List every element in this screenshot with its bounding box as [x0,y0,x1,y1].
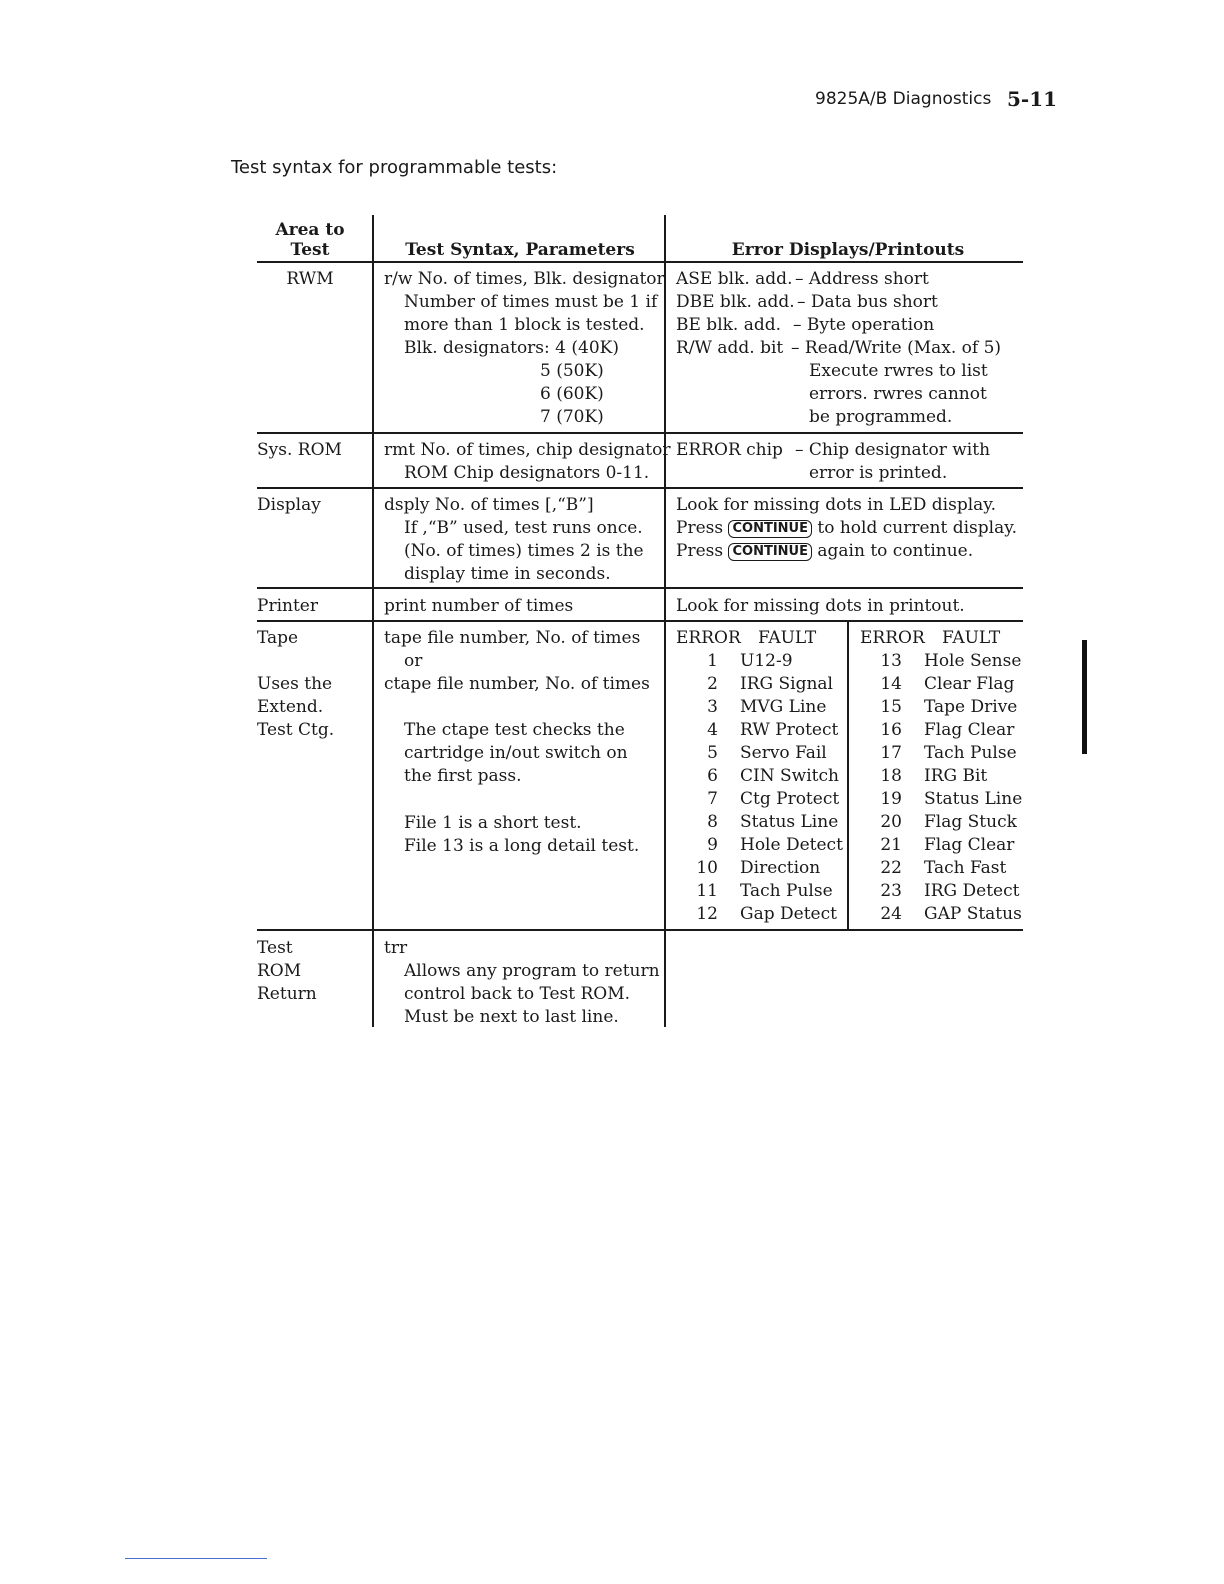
syntax-line: (No. of times) times 2 is the [404,541,644,561]
syntax-line: more than 1 block is tested. [404,315,645,335]
error-desc: – Chip designator with [795,440,991,460]
fault-name: Ctg Protect [740,789,840,809]
syntax-line: 6 (60K) [540,384,604,404]
syntax-line: rmt No. of times, chip designator [384,440,671,460]
error-desc: – Address short [795,269,929,289]
fault-code: 14 [880,674,902,694]
fault-code: 10 [696,858,718,878]
error-note: error is printed. [809,463,948,483]
area-tape: Extend. [257,697,324,717]
error-code: R/W add. bit [676,338,784,358]
fault-column-header: FAULT [942,628,1001,648]
area-rwm: RWM [286,269,334,289]
column-divider [847,622,849,931]
fault-code: 16 [880,720,902,740]
syntax-line: File 1 is a short test. [404,813,582,833]
error-note: Execute rwres to list [809,361,988,381]
error-column-header: ERROR [676,628,741,648]
fault-name: Servo Fail [740,743,827,763]
fault-code: 8 [707,812,718,832]
fault-code: 9 [707,835,718,855]
fault-code: 5 [707,743,718,763]
fault-name: Status Line [924,789,1023,809]
fault-name: Hole Sense [924,651,1022,671]
fault-name: Direction [740,858,821,878]
error-code: DBE blk. add. [676,292,795,312]
fault-code: 2 [707,674,718,694]
syntax-line: the first pass. [404,766,522,786]
syntax-line: ROM Chip designators 0-11. [404,463,650,483]
syntax-line: print number of times [384,596,574,616]
continue-key: CONTINUE [728,520,812,538]
fault-code: 7 [707,789,718,809]
row-divider [257,487,1023,489]
fault-code: 4 [707,720,718,740]
error-code: BE blk. add. [676,315,782,335]
row-divider [257,587,1023,589]
error-desc: – Byte operation [793,315,935,335]
fault-name: Tach Fast [924,858,1007,878]
fault-name: Hole Detect [740,835,843,855]
fault-column-header: FAULT [758,628,817,648]
syntax-line: Must be next to last line. [404,1007,619,1027]
fault-name: Clear Flag [924,674,1015,694]
fault-code: 18 [880,766,902,786]
fault-name: IRG Detect [924,881,1020,901]
area-tape: Tape [257,628,299,648]
fault-code: 19 [880,789,902,809]
area-testrom: Test [257,938,293,958]
syntax-line: dsply No. of times [,“B”] [384,495,594,515]
area-testrom: Return [257,984,317,1004]
fault-code: 15 [880,697,902,717]
fault-code: 1 [707,651,718,671]
area-display: Display [257,495,321,515]
header-area: Area to [275,220,345,240]
syntax-line: cartridge in/out switch on [404,743,628,763]
syntax-line: ctape file number, No. of times [384,674,650,694]
fault-name: Flag Clear [924,835,1015,855]
row-divider [257,620,1023,622]
press-tail: again to continue. [817,541,974,561]
fault-name: Status Line [740,812,839,832]
error-note [676,540,973,563]
fault-name: Tach Pulse [740,881,833,901]
press-label: Press [676,518,724,538]
syntax-line: 5 (50K) [540,361,604,381]
fault-code: 20 [880,812,902,832]
header-errors: Error Displays/Printouts [731,240,965,260]
fault-code: 24 [880,904,902,924]
syntax-line: Blk. designators: 4 (40K) [404,338,619,358]
fault-code: 3 [707,697,718,717]
row-divider [257,432,1023,434]
fault-code: 21 [880,835,902,855]
row-divider [257,261,1023,263]
header-syntax: Test Syntax, Parameters [405,240,635,260]
fault-code: 12 [696,904,718,924]
error-note: Look for missing dots in printout. [676,596,965,616]
fault-name: RW Protect [740,720,839,740]
fault-name: Tach Pulse [924,743,1017,763]
fault-name: CIN Switch [740,766,839,786]
error-note: Look for missing dots in LED display. [676,495,997,515]
row-divider [257,929,1023,931]
area-testrom: ROM [257,961,302,981]
error-code: ERROR chip [676,440,783,460]
change-bar [1082,640,1087,754]
page-number: 5-11 [1007,87,1058,111]
press-tail: to hold current display. [817,518,1017,538]
syntax-line: Number of times must be 1 if [404,292,658,312]
running-header-title: 9825A/B Diagnostics [815,89,992,109]
fault-name: IRG Bit [924,766,988,786]
fault-name: Flag Clear [924,720,1015,740]
error-note [676,517,1017,540]
error-note: be programmed. [809,407,953,427]
syntax-line: If ,“B” used, test runs once. [404,518,643,538]
fault-code: 11 [696,881,718,901]
footer-rule [125,1558,267,1559]
fault-code: 23 [880,881,902,901]
syntax-line: or [404,651,423,671]
syntax-line: The ctape test checks the [404,720,625,740]
error-column-header: ERROR [860,628,925,648]
error-code: ASE blk. add. [676,269,793,289]
header-area: Test [290,240,330,260]
syntax-line: Allows any program to return [404,961,660,981]
error-note: errors. rwres cannot [809,384,987,404]
syntax-line: r/w No. of times, Blk. designator [384,269,665,289]
press-label: Press [676,541,724,561]
syntax-line: display time in seconds. [404,564,611,584]
continue-key: CONTINUE [728,543,812,561]
syntax-line: control back to Test ROM. [404,984,631,1004]
syntax-line: trr [384,938,408,958]
fault-name: Flag Stuck [924,812,1017,832]
fault-name: MVG Line [740,697,827,717]
intro-text: Test syntax for programmable tests: [231,157,558,178]
area-printer: Printer [257,596,318,616]
error-desc: – Data bus short [797,292,938,312]
fault-name: Gap Detect [740,904,837,924]
fault-name: IRG Signal [740,674,833,694]
syntax-line: tape file number, No. of times [384,628,641,648]
area-tape: Test Ctg. [257,720,335,740]
syntax-line: File 13 is a long detail test. [404,836,640,856]
fault-code: 13 [880,651,902,671]
error-desc: – Read/Write (Max. of 5) [791,338,1002,358]
fault-name: Tape Drive [924,697,1018,717]
fault-code: 22 [880,858,902,878]
area-tape: Uses the [257,674,333,694]
syntax-line: 7 (70K) [540,407,604,427]
fault-name: U12-9 [740,651,793,671]
fault-code: 6 [707,766,718,786]
fault-name: GAP Status [924,904,1022,924]
fault-code: 17 [880,743,902,763]
area-sysrom: Sys. ROM [257,440,342,460]
